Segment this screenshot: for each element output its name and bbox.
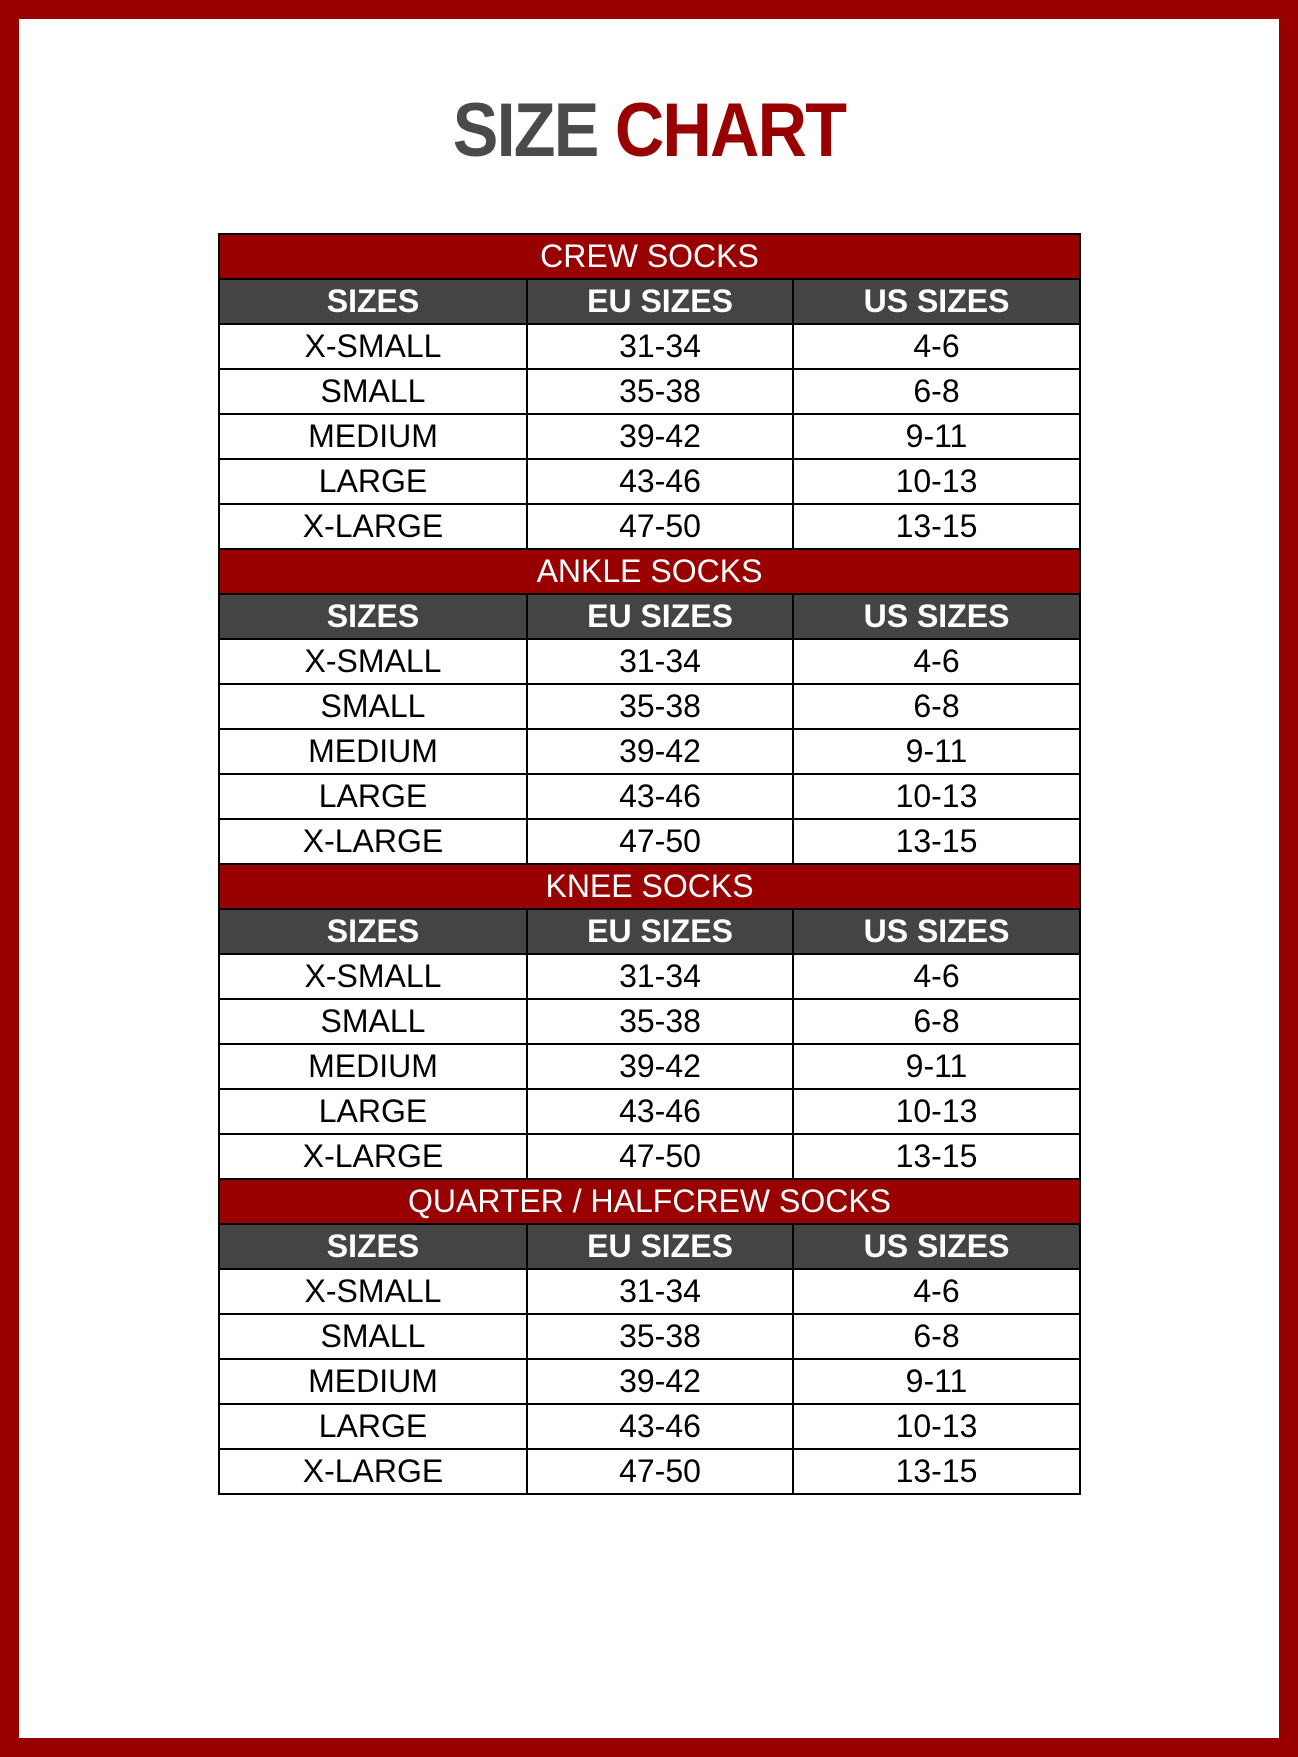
us-size-cell: 9-11: [793, 729, 1080, 774]
section-header-knee-socks: [219, 864, 1080, 909]
us-size-cell: 4-6: [793, 954, 1080, 999]
us-size-cell: 9-11: [793, 1359, 1080, 1404]
table-row: [219, 1089, 1080, 1134]
section-title: ANKLE SOCKS: [219, 549, 1080, 594]
size-chart-table: [218, 233, 1081, 1495]
eu-size-cell: 39-42: [527, 1044, 793, 1089]
us-size-cell: 13-15: [793, 504, 1080, 549]
table-row: [219, 414, 1080, 459]
column-header-row: [219, 1224, 1080, 1269]
column-header: US SIZES: [793, 594, 1080, 639]
eu-size-cell: 43-46: [527, 1404, 793, 1449]
column-header-row: [219, 909, 1080, 954]
column-header: EU SIZES: [527, 1224, 793, 1269]
table-row: [219, 639, 1080, 684]
title-word-chart: CHART: [614, 88, 846, 173]
eu-size-cell: 35-38: [527, 1314, 793, 1359]
eu-size-cell: 39-42: [527, 729, 793, 774]
table-row: [219, 819, 1080, 864]
eu-size-cell: 35-38: [527, 684, 793, 729]
section-title: KNEE SOCKS: [219, 864, 1080, 909]
section-header-crew-socks: [219, 234, 1080, 279]
column-header: SIZES: [219, 909, 527, 954]
size-cell: LARGE: [219, 459, 527, 504]
size-cell: LARGE: [219, 1089, 527, 1134]
column-header: EU SIZES: [527, 594, 793, 639]
table-row: [219, 999, 1080, 1044]
size-cell: LARGE: [219, 774, 527, 819]
section-title: CREW SOCKS: [219, 234, 1080, 279]
us-size-cell: 6-8: [793, 369, 1080, 414]
table-row: [219, 324, 1080, 369]
us-size-cell: 13-15: [793, 1449, 1080, 1494]
size-cell: X-LARGE: [219, 1449, 527, 1494]
size-cell: X-SMALL: [219, 954, 527, 999]
eu-size-cell: 35-38: [527, 369, 793, 414]
size-cell: X-SMALL: [219, 1269, 527, 1314]
eu-size-cell: 47-50: [527, 1449, 793, 1494]
size-cell: MEDIUM: [219, 1044, 527, 1089]
table-row: [219, 1134, 1080, 1179]
title-word-size: SIZE: [452, 88, 598, 173]
eu-size-cell: 31-34: [527, 639, 793, 684]
eu-size-cell: 39-42: [527, 414, 793, 459]
size-cell: SMALL: [219, 1314, 527, 1359]
us-size-cell: 4-6: [793, 1269, 1080, 1314]
size-cell: X-SMALL: [219, 324, 527, 369]
us-size-cell: 10-13: [793, 1089, 1080, 1134]
table-row: [219, 1404, 1080, 1449]
size-cell: SMALL: [219, 999, 527, 1044]
column-header: EU SIZES: [527, 279, 793, 324]
us-size-cell: 6-8: [793, 1314, 1080, 1359]
size-cell: SMALL: [219, 684, 527, 729]
size-cell: MEDIUM: [219, 729, 527, 774]
column-header: EU SIZES: [527, 909, 793, 954]
us-size-cell: 6-8: [793, 999, 1080, 1044]
table-row: [219, 954, 1080, 999]
page-title: [65, 86, 1233, 176]
section-title: QUARTER / HALFCREW SOCKS: [219, 1179, 1080, 1224]
column-header-row: [219, 279, 1080, 324]
eu-size-cell: 47-50: [527, 819, 793, 864]
section-header-ankle-socks: [219, 549, 1080, 594]
eu-size-cell: 43-46: [527, 459, 793, 504]
us-size-cell: 4-6: [793, 324, 1080, 369]
table-row: [219, 1359, 1080, 1404]
eu-size-cell: 31-34: [527, 324, 793, 369]
table-row: [219, 684, 1080, 729]
us-size-cell: 10-13: [793, 459, 1080, 504]
us-size-cell: 13-15: [793, 1134, 1080, 1179]
size-cell: X-SMALL: [219, 639, 527, 684]
us-size-cell: 10-13: [793, 1404, 1080, 1449]
column-header: US SIZES: [793, 279, 1080, 324]
size-cell: SMALL: [219, 369, 527, 414]
size-cell: MEDIUM: [219, 1359, 527, 1404]
size-cell: X-LARGE: [219, 1134, 527, 1179]
eu-size-cell: 39-42: [527, 1359, 793, 1404]
eu-size-cell: 47-50: [527, 504, 793, 549]
column-header: US SIZES: [793, 1224, 1080, 1269]
eu-size-cell: 35-38: [527, 999, 793, 1044]
table-row: [219, 774, 1080, 819]
table-row: [219, 1449, 1080, 1494]
section-header-quarter-halfcrew-socks: [219, 1179, 1080, 1224]
eu-size-cell: 47-50: [527, 1134, 793, 1179]
column-header: SIZES: [219, 279, 527, 324]
column-header: US SIZES: [793, 909, 1080, 954]
eu-size-cell: 43-46: [527, 774, 793, 819]
column-header: SIZES: [219, 1224, 527, 1269]
size-chart-body: [219, 234, 1080, 1494]
size-cell: X-LARGE: [219, 504, 527, 549]
size-cell: LARGE: [219, 1404, 527, 1449]
size-cell: MEDIUM: [219, 414, 527, 459]
size-cell: X-LARGE: [219, 819, 527, 864]
column-header: SIZES: [219, 594, 527, 639]
table-row: [219, 1269, 1080, 1314]
table-row: [219, 459, 1080, 504]
us-size-cell: 9-11: [793, 414, 1080, 459]
eu-size-cell: 31-34: [527, 954, 793, 999]
us-size-cell: 9-11: [793, 1044, 1080, 1089]
us-size-cell: 10-13: [793, 774, 1080, 819]
us-size-cell: 6-8: [793, 684, 1080, 729]
table-row: [219, 369, 1080, 414]
table-row: [219, 1044, 1080, 1089]
us-size-cell: 13-15: [793, 819, 1080, 864]
eu-size-cell: 31-34: [527, 1269, 793, 1314]
us-size-cell: 4-6: [793, 639, 1080, 684]
column-header-row: [219, 594, 1080, 639]
table-row: [219, 1314, 1080, 1359]
eu-size-cell: 43-46: [527, 1089, 793, 1134]
table-row: [219, 504, 1080, 549]
table-row: [219, 729, 1080, 774]
